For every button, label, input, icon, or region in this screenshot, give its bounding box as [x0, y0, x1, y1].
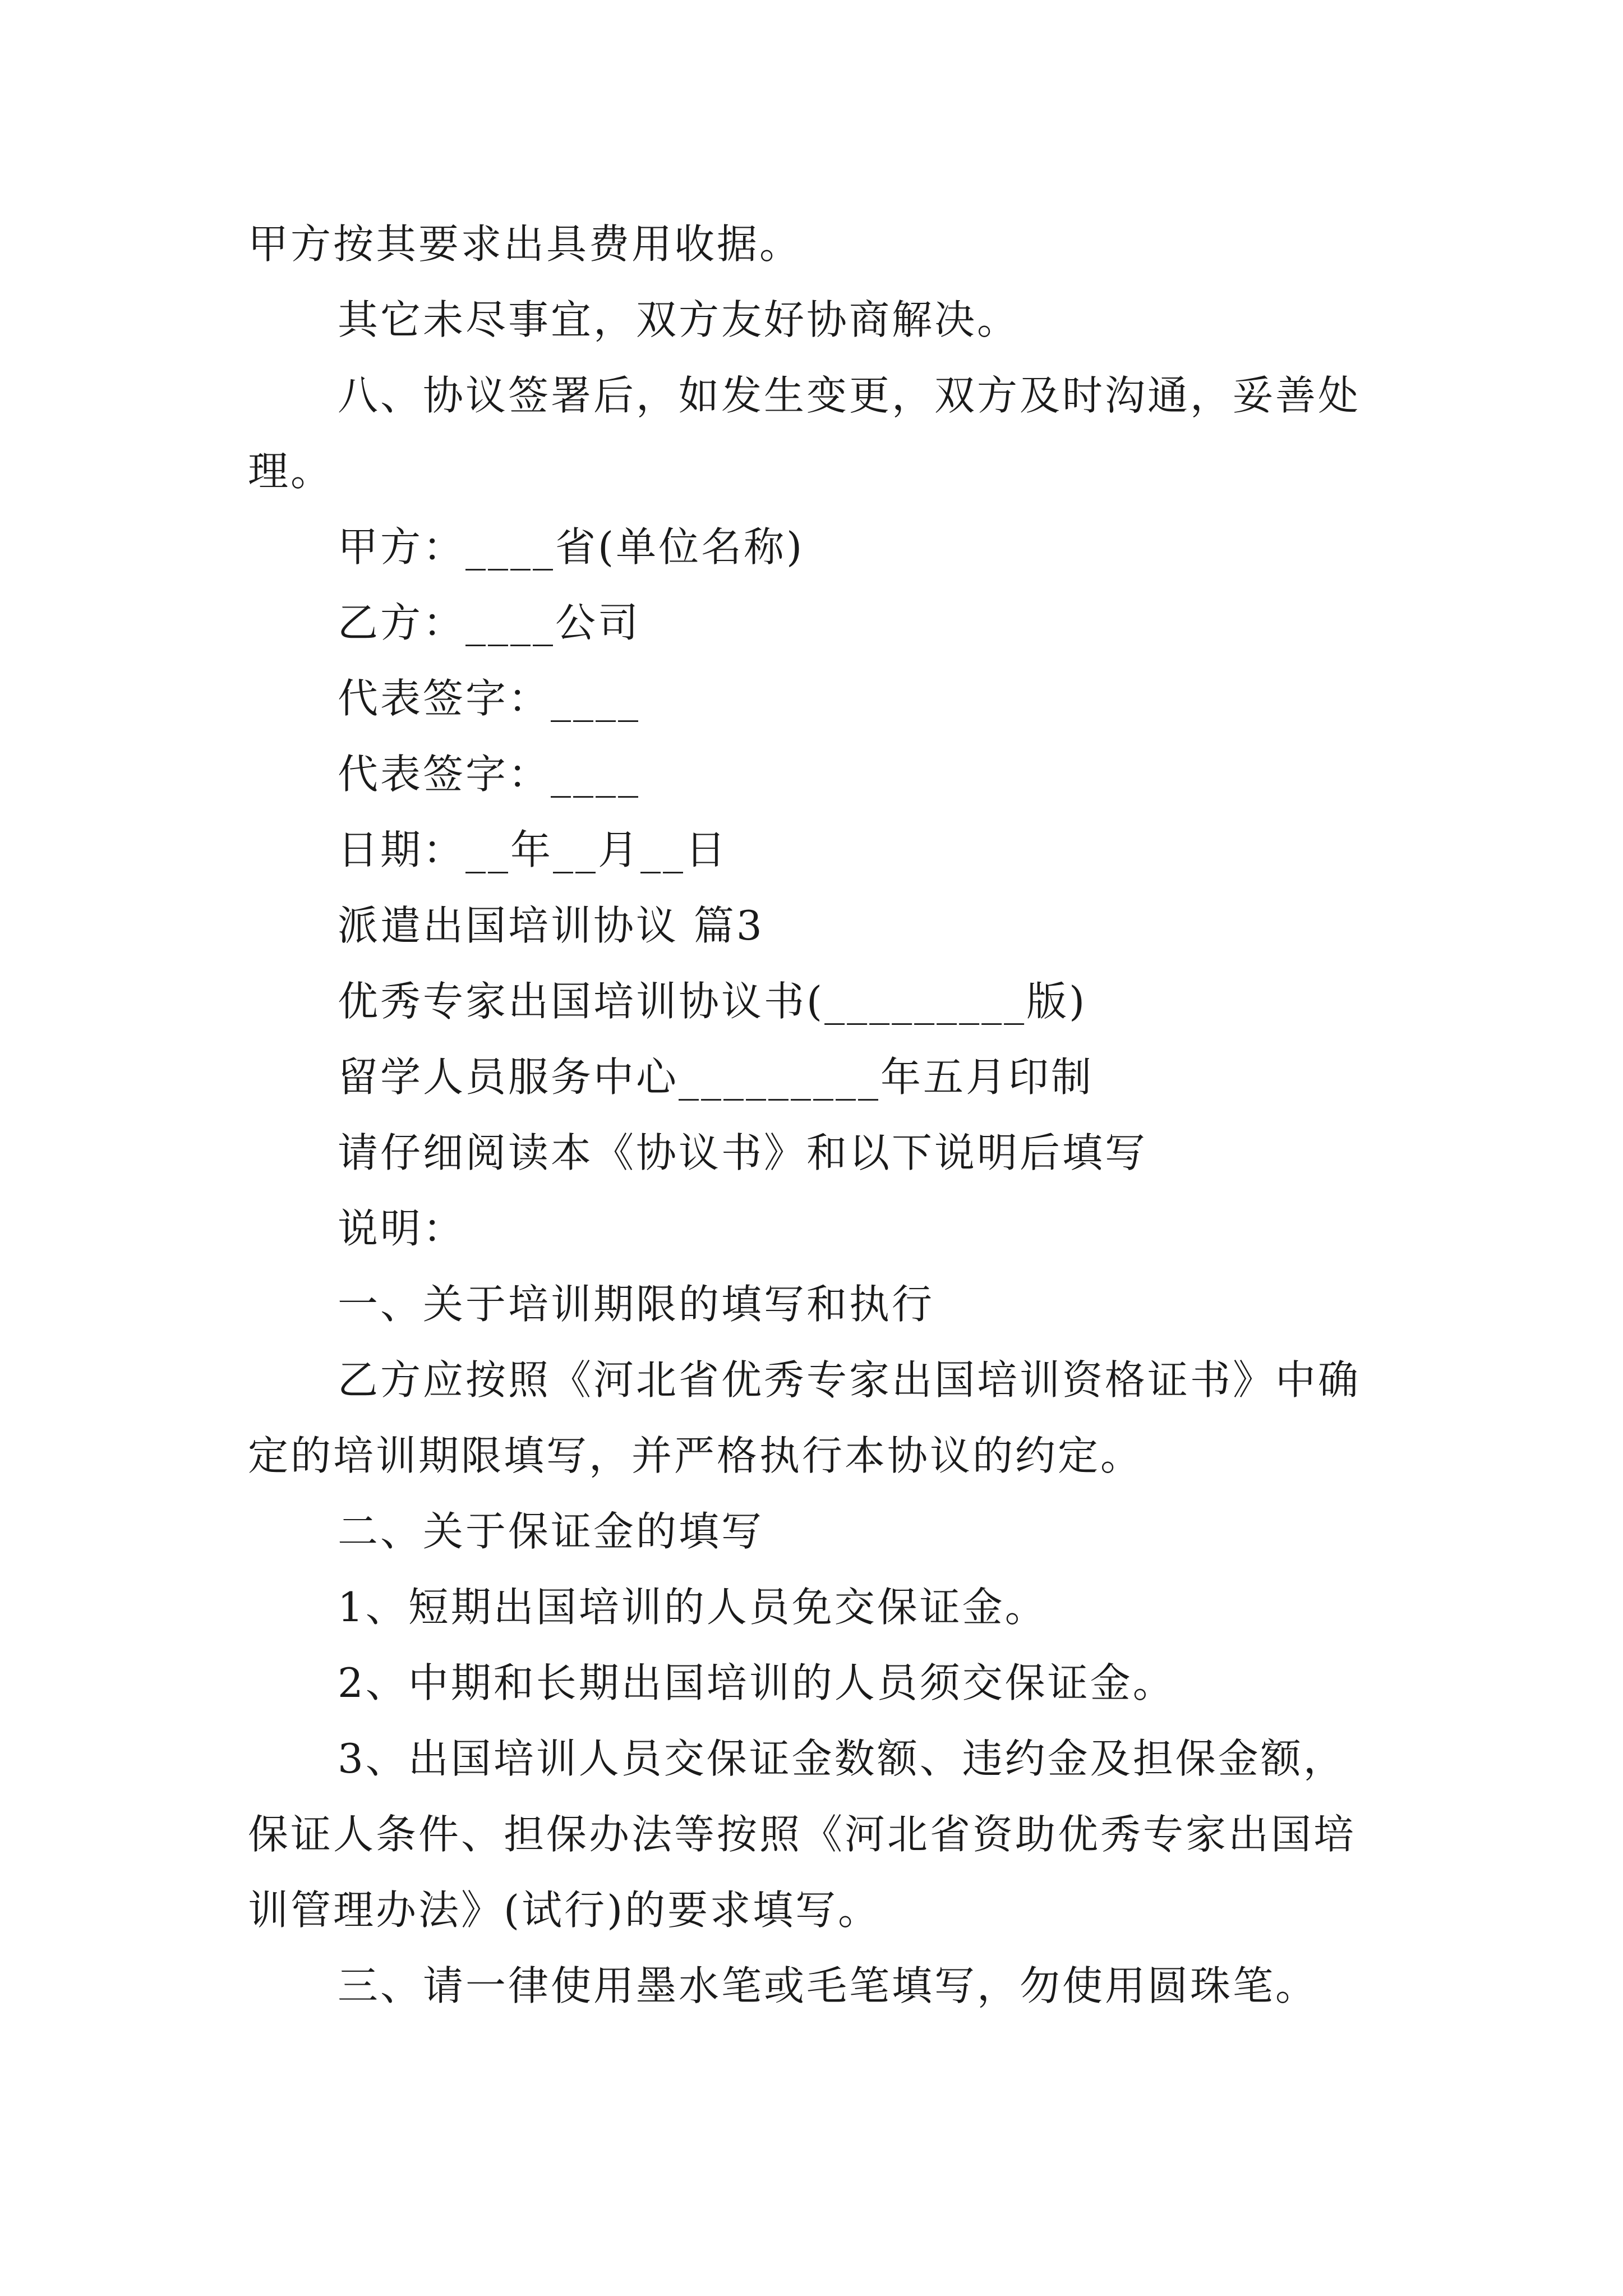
- paragraph-line: 理。: [248, 448, 334, 495]
- paragraph-line: 甲方按其要求出具费用收据。: [248, 220, 803, 268]
- instruction-heading: 一、关于培训期限的填写和执行: [338, 1281, 935, 1328]
- paragraph-line: 训管理办法》(试行)的要求填写。: [248, 1887, 881, 1934]
- paragraph-line: 乙方应按照《河北省优秀专家出国培训资格证书》中确: [338, 1356, 1361, 1404]
- agreement-title: 优秀专家出国培训协议书(_________版): [338, 978, 1087, 1025]
- paragraph-line: 八、协议签署后，如发生变更，双方及时沟通，妥善处: [338, 372, 1361, 419]
- party-b-line: 乙方：____公司: [338, 599, 641, 646]
- instruction-heading: 三、请一律使用墨水笔或毛笔填写，勿使用圆珠笔。: [338, 1962, 1318, 2009]
- signature-line: 代表签字：____: [338, 751, 641, 798]
- instructions-heading: 说明：: [338, 1205, 466, 1252]
- party-a-line: 甲方：____省(单位名称): [338, 523, 805, 570]
- signature-line: 代表签字：____: [338, 675, 641, 722]
- paragraph-line: 请仔细阅读本《协议书》和以下说明后填写: [338, 1129, 1148, 1176]
- paragraph-line: 其它未尽事宜，双方友好协商解决。: [338, 296, 1020, 343]
- paragraph-line: 定的培训期限填写，并严格执行本协议的约定。: [248, 1432, 1144, 1479]
- date-line: 日期：__年__月__日: [338, 826, 728, 873]
- list-item: 3、出国培训人员交保证金数额、违约金及担保金额，: [338, 1735, 1346, 1782]
- paragraph-line: 保证人条件、担保办法等按照《河北省资助优秀专家出国培: [248, 1811, 1357, 1858]
- instruction-heading: 二、关于保证金的填写: [338, 1508, 764, 1555]
- list-item: 1、短期出国培训的人员免交保证金。: [338, 1584, 1048, 1631]
- list-item: 2、中期和长期出国培训的人员须交保证金。: [338, 1659, 1175, 1706]
- section-title: 派遣出国培训协议 篇3: [338, 902, 764, 949]
- print-note: 留学人员服务中心_________年五月印制: [338, 1053, 1094, 1101]
